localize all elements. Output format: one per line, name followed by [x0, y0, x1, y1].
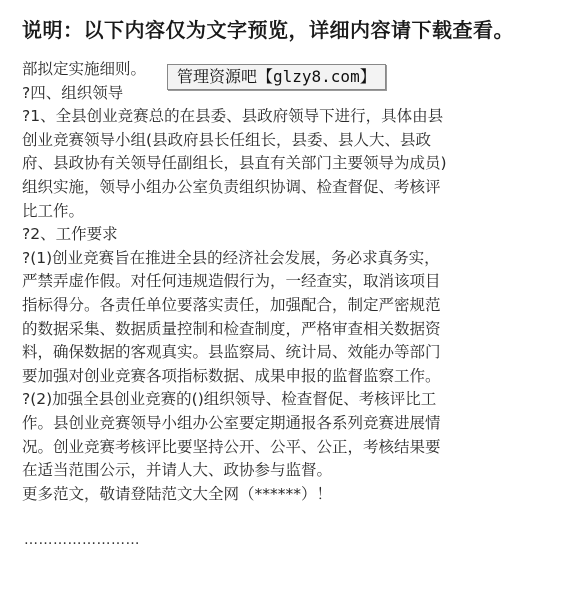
body-line: 严禁弄虚作假。对任何违规造假行为，一经查实，取消该项目 — [22, 272, 441, 291]
body-line: 作。县创业竞赛领导小组办公室要定期通报各系列竞赛进展情 — [22, 413, 441, 432]
body-line: 府、县政协有关领导任副组长，县直有关部门主要领导为成员) — [22, 154, 447, 173]
body-line: 在适当范围公示，并请人大、政协参与监督。 — [22, 461, 333, 480]
body-line: ?1、全县创业竞赛总的在县委、县政府领导下进行，具体由县 — [22, 107, 444, 126]
download-notice: 说明：以下内容仅为文字预览，详细内容请下载查看。 — [22, 18, 514, 42]
body-line: 比工作。 — [22, 201, 85, 220]
body-line: 组织实施，领导小组办公室负责组织协调、检查督促、考核评 — [22, 177, 441, 196]
document-body — [22, 58, 562, 506]
body-line: 要加强对创业竞赛各项指标数据、成果申报的监督监察工作。 — [22, 366, 441, 385]
body-line: ?2、工作要求 — [22, 225, 118, 244]
body-line: ?(2)加强全县创业竞赛的()组织领导、检查督促、考核评比工 — [22, 390, 437, 409]
body-line: 更多范文，敬请登陆范文大全网（******）！ — [22, 484, 333, 503]
body-line: 部拟定实施细则。 — [22, 60, 147, 78]
body-line: ?(1)创业竞赛旨在推进全县的经济社会发展，务必求真务实， — [22, 248, 440, 267]
site-watermark-label: 管理资源吧【glzy8.com】 — [167, 64, 386, 90]
body-line: 指标得分。各责任单位要落实责任，加强配合，制定严密规范 — [22, 295, 441, 314]
body-line: 料，确保数据的客观真实。县监察局、统计局、效能办等部门 — [22, 343, 441, 362]
body-line: ?四、组织领导 — [22, 83, 124, 102]
body-line: 创业竞赛领导小组(县政府县长任组长，县委、县人大、县政 — [22, 130, 432, 149]
trailing-dots: …………………… — [24, 532, 140, 548]
body-line: 的数据采集、数据质量控制和检查制度，严格审查相关数据资 — [22, 319, 441, 338]
body-line: 况。创业竞赛考核评比要坚持公开、公平、公正，考核结果要 — [22, 437, 441, 456]
